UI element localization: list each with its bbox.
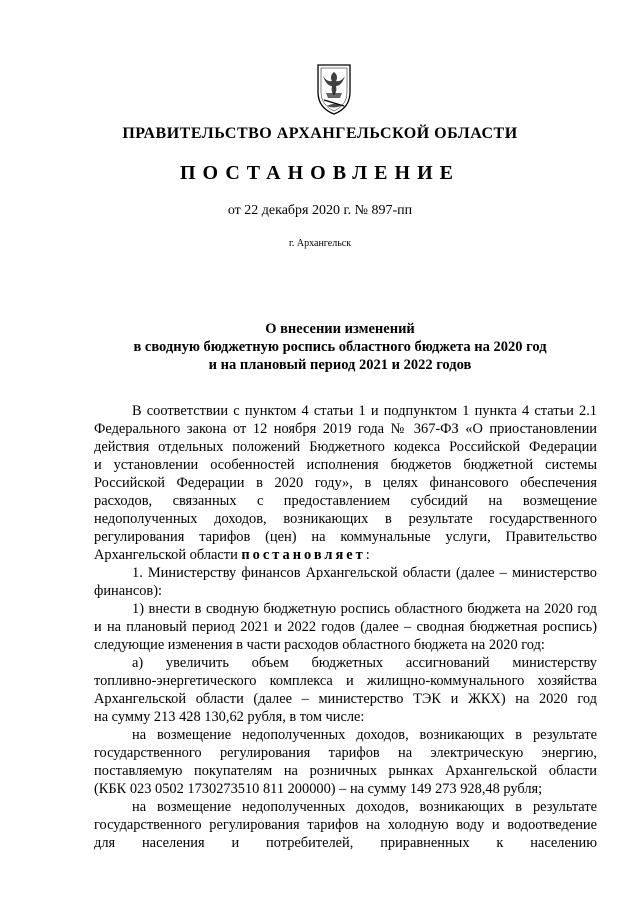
body-line: на возмещение недополученных доходов, возникающих в результате [132, 727, 597, 743]
document-date-number: от 22 декабря 2020 г. № 897-пп [227, 203, 413, 218]
body-line: Российской Федерации в 2020 году», в целях финансового обеспечения [94, 475, 597, 491]
body-line: действия отдельных положений Бюджетного кодекса Российской Федерации [94, 439, 597, 455]
document-city: г. Архангельск [288, 238, 352, 249]
body-text: Архангельской области [94, 547, 238, 563]
paragraph-electricity [94, 726, 597, 798]
document-body [94, 402, 597, 852]
body-line: на возмещение недополученных доходов, возникающих в результате [132, 799, 597, 815]
subject-line: и на плановый период 2021 и 2022 годов [208, 357, 472, 373]
body-line: 1. Министерству финансов Архангельской области (далее – министерство [132, 565, 597, 581]
document-subject [0, 320, 640, 374]
body-line: государственного регулирования тарифов на холодную воду и водоотведение [94, 817, 597, 833]
body-line: и установлении особенностей исполнения бюджетов бюджетной системы [94, 457, 597, 473]
body-line: следующие изменения в части расходов областного бюджета на 2020 год: [94, 637, 545, 653]
paragraph-item-1 [94, 564, 597, 600]
body-line: на сумму 213 428 130,62 рубля, в том числе: [94, 709, 365, 725]
document-type-title: ПОСТАНОВЛЕНИЕ [180, 162, 460, 184]
body-line: государственного регулирования тарифов на электрическую энергию, [94, 745, 597, 761]
body-line [94, 546, 597, 564]
paragraph-water [94, 798, 597, 852]
body-line: поставляемую покупателям на розничных рынках Архангельской области [94, 763, 597, 779]
body-line: топливно-энергетического комплекса и жилищно-коммунального хозяйства [94, 673, 597, 689]
body-line: расходов, связанных с предоставлением субсидий на возмещение [94, 493, 597, 509]
body-line: для населения и потребителей, приравненных к населению [94, 835, 597, 851]
resolution-keyword: постановляет [241, 547, 366, 563]
body-line: и на плановый период 2021 и 2022 годов (далее – сводная бюджетная роспись) [94, 619, 597, 635]
paragraph-subitem-a [94, 654, 597, 726]
body-line: регулирования тарифов (цен) на коммунальные услуги, Правительство [94, 529, 597, 545]
body-line: финансов): [94, 583, 162, 599]
body-line: Федерального закона от 12 ноября 2019 года № 367-ФЗ «О приостановлении [94, 421, 597, 437]
paragraph-subitem-1 [94, 600, 597, 654]
body-line: 1) внести в сводную бюджетную роспись областного бюджета на 2020 год [132, 601, 597, 617]
government-name: ПРАВИТЕЛЬСТВО АРХАНГЕЛЬСКОЙ ОБЛАСТИ [122, 125, 518, 142]
body-line: (КБК 023 0502 1730273510 811 200000) – на сумму 149 273 928,48 рубля; [94, 781, 543, 797]
coat-of-arms-icon [313, 62, 355, 116]
body-line: В соответствии с пунктом 4 статьи 1 и подпунктом 1 пункта 4 статьи 2.1 [132, 403, 597, 419]
body-line: недополученных доходов, возникающих в результате государственного [94, 511, 597, 527]
subject-line: О внесении изменений [265, 321, 415, 337]
body-text: : [365, 547, 370, 563]
coat-of-arms-emblem [313, 62, 355, 116]
paragraph-preamble [94, 402, 597, 564]
subject-line: в сводную бюджетную роспись областного бюджета на 2020 год [133, 339, 547, 355]
body-line: а) увеличить объем бюджетных ассигнований министерству [132, 655, 597, 671]
body-line: Архангельской области (далее – министерство ТЭК и ЖКХ) на 2020 год [94, 691, 597, 707]
